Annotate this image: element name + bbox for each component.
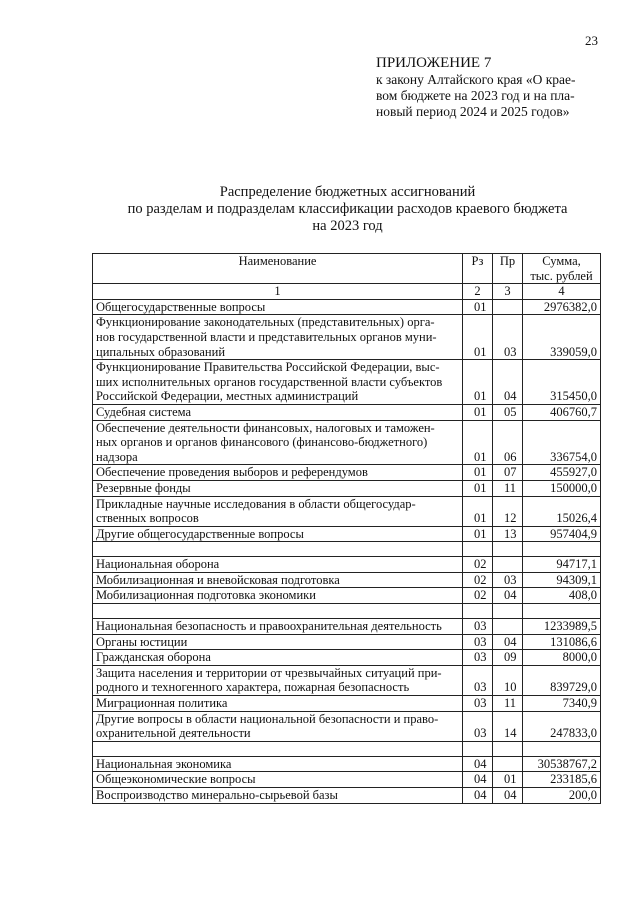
cell-rz: 04 [463,756,493,772]
cell-name-line: Другие общегосударственные вопросы [96,526,304,541]
column-number: 2 [463,284,493,300]
table-row [93,619,601,635]
table-row [93,480,601,496]
table-row [93,788,601,804]
cell-pr: 14 [493,711,523,741]
table-row [93,496,601,526]
empty-cell [523,604,601,619]
cell-pr [493,557,523,573]
cell-pr: 06 [493,420,523,465]
cell-name-line: Российской Федерации, местных администраций [96,389,359,404]
table-row [93,404,601,420]
cell-rz: 02 [463,557,493,573]
cell-sum: 94717,1 [523,557,601,573]
cell-pr: 03 [493,572,523,588]
cell-name-line: Обеспечение деятельности финансовых, налоговых и таможен- [96,420,435,435]
cell-pr [493,299,523,315]
empty-cell [493,741,523,756]
cell-name-line: ных органов и органов финансового (финансово-бюджетного) [96,435,428,450]
cell-name [93,420,463,465]
empty-cell [523,741,601,756]
appendix-line: к закону Алтайского края «О крае- [376,72,576,87]
cell-sum: 2976382,0 [523,299,601,315]
empty-cell [523,542,601,557]
cell-name-line: Национальная экономика [96,756,232,771]
table-row [93,696,601,712]
cell-pr: 12 [493,496,523,526]
cell-name [93,557,463,573]
cell-pr: 11 [493,480,523,496]
empty-cell [93,741,463,756]
header-name: Наименование [93,254,463,284]
cell-name-line: родного и техногенного характера, пожарная безопасность [96,680,410,695]
cell-sum: 15026,4 [523,496,601,526]
cell-sum: 336754,0 [523,420,601,465]
cell-name-line: Органы юстиции [96,634,188,649]
cell-pr [493,619,523,635]
cell-name [93,465,463,481]
cell-rz: 01 [463,465,493,481]
title-line: по разделам и подразделам классификации расходов краевого бюджета [127,201,568,217]
table-row [93,299,601,315]
title-line: Распределение бюджетных ассигнований [219,184,476,200]
cell-name [93,756,463,772]
cell-sum: 30538767,2 [523,756,601,772]
cell-name-line: надзора [96,449,138,464]
cell-sum: 1233989,5 [523,619,601,635]
cell-sum: 406760,7 [523,404,601,420]
table-row [93,650,601,666]
cell-name [93,696,463,712]
cell-rz: 01 [463,526,493,542]
cell-name-line: ших исполнительных органов государственной власти субъектов [96,374,443,389]
header-sum-line: тыс. рублей [530,268,593,283]
cell-rz: 01 [463,496,493,526]
cell-pr: 09 [493,650,523,666]
table-row [93,634,601,650]
cell-pr: 10 [493,665,523,695]
cell-rz: 01 [463,360,493,405]
cell-name-line: Национальная безопасность и правоохранительная деятельность [96,619,442,634]
header-pr: Пр [493,254,523,284]
cell-pr: 05 [493,404,523,420]
table-row [93,665,601,695]
title-line: на 2023 год [312,218,383,234]
cell-name [93,315,463,360]
document-title [95,184,600,235]
header-sum [523,254,601,284]
empty-cell [463,741,493,756]
cell-name-line: Воспроизводство минерально-сырьевой базы [96,788,338,802]
header-rz: Рз [463,254,493,284]
cell-name-line: Мобилизационная и вневойсковая подготовка [96,572,340,587]
column-number: 3 [493,284,523,300]
cell-rz: 02 [463,572,493,588]
table-header-row [93,254,601,284]
cell-name [93,572,463,588]
table-row [93,756,601,772]
empty-cell [463,604,493,619]
spacer-row [93,542,601,557]
cell-pr: 04 [493,788,523,804]
cell-pr: 03 [493,315,523,360]
cell-name [93,788,463,804]
empty-cell [493,604,523,619]
cell-name-line: ственных вопросов [96,511,199,526]
cell-name-line: Функционирование Правительства Российской Федерации, выс- [96,360,440,375]
cell-sum: 957404,9 [523,526,601,542]
table-row [93,557,601,573]
cell-name [93,772,463,788]
cell-sum: 94309,1 [523,572,601,588]
spacer-row [93,604,601,619]
appendix-line: вом бюджете на 2023 год и на пла- [376,88,575,103]
table-row [93,420,601,465]
column-number: 1 [93,284,463,300]
cell-name [93,480,463,496]
cell-sum: 408,0 [523,588,601,604]
cell-sum: 200,0 [523,788,601,804]
cell-name [93,619,463,635]
cell-pr: 04 [493,360,523,405]
cell-name-line: охранительной деятельности [96,726,251,741]
cell-name-line: Другие вопросы в области национальной безопасности и право- [96,711,439,726]
cell-name [93,711,463,741]
header-sum-line: Сумма, [542,254,581,268]
appendix-header [376,55,611,120]
cell-name [93,404,463,420]
cell-name-line: Резервные фонды [96,480,191,495]
cell-rz: 03 [463,665,493,695]
table-body [93,299,601,803]
cell-name [93,299,463,315]
spacer-row [93,741,601,756]
cell-sum: 7340,9 [523,696,601,712]
cell-sum: 839729,0 [523,665,601,695]
appendix-title: ПРИЛОЖЕНИЕ 7 [376,55,492,71]
table-row [93,360,601,405]
empty-cell [93,604,463,619]
empty-cell [93,542,463,557]
cell-rz: 03 [463,634,493,650]
table-row [93,572,601,588]
empty-cell [463,542,493,557]
cell-name-line: ципальных образований [96,344,226,359]
cell-name-line: Функционирование законодательных (представительных) орга- [96,315,435,330]
table-row [93,772,601,788]
cell-sum: 455927,0 [523,465,601,481]
cell-pr: 04 [493,634,523,650]
cell-sum: 8000,0 [523,650,601,666]
cell-name-line: нов государственной власти и представительных органов муни- [96,329,437,344]
cell-rz: 03 [463,711,493,741]
cell-pr: 01 [493,772,523,788]
cell-rz: 03 [463,619,493,635]
cell-name-line: Прикладные научные исследования в области общегосудар- [96,496,416,511]
empty-cell [493,542,523,557]
cell-sum: 150000,0 [523,480,601,496]
cell-name [93,634,463,650]
cell-sum: 233185,6 [523,772,601,788]
cell-name [93,496,463,526]
cell-sum: 247833,0 [523,711,601,741]
cell-rz: 04 [463,772,493,788]
cell-rz: 01 [463,299,493,315]
column-number: 4 [523,284,601,300]
cell-pr: 04 [493,588,523,604]
column-number-row [93,284,601,300]
table-row [93,526,601,542]
cell-name [93,665,463,695]
cell-rz: 03 [463,696,493,712]
table-row [93,588,601,604]
appendix-line: новый период 2024 и 2025 годов» [376,104,570,119]
cell-name-line: Судебная система [96,404,192,419]
cell-pr: 13 [493,526,523,542]
cell-name [93,360,463,405]
cell-name-line: Общеэкономические вопросы [96,772,256,787]
cell-name-line: Гражданская оборона [96,650,211,665]
cell-rz: 01 [463,420,493,465]
cell-rz: 02 [463,588,493,604]
cell-rz: 03 [463,650,493,666]
cell-pr: 07 [493,465,523,481]
table-row [93,315,601,360]
cell-rz: 04 [463,788,493,804]
table-row [93,711,601,741]
cell-sum: 315450,0 [523,360,601,405]
cell-name-line: Обеспечение проведения выборов и референдумов [96,465,368,480]
cell-rz: 01 [463,480,493,496]
cell-pr: 11 [493,696,523,712]
cell-name-line: Общегосударственные вопросы [96,299,266,314]
page-number: 23 [585,33,598,48]
cell-sum: 131086,6 [523,634,601,650]
cell-name-line: Защита населения и территории от чрезвычайных ситуаций при- [96,665,442,680]
cell-name-line: Мобилизационная подготовка экономики [96,588,316,603]
cell-rz: 01 [463,315,493,360]
cell-name-line: Миграционная политика [96,696,228,711]
table-row [93,465,601,481]
cell-name-line: Национальная оборона [96,557,220,572]
cell-sum: 339059,0 [523,315,601,360]
cell-name [93,526,463,542]
cell-name [93,650,463,666]
cell-rz: 01 [463,404,493,420]
budget-table [92,253,601,804]
cell-pr [493,756,523,772]
cell-name [93,588,463,604]
